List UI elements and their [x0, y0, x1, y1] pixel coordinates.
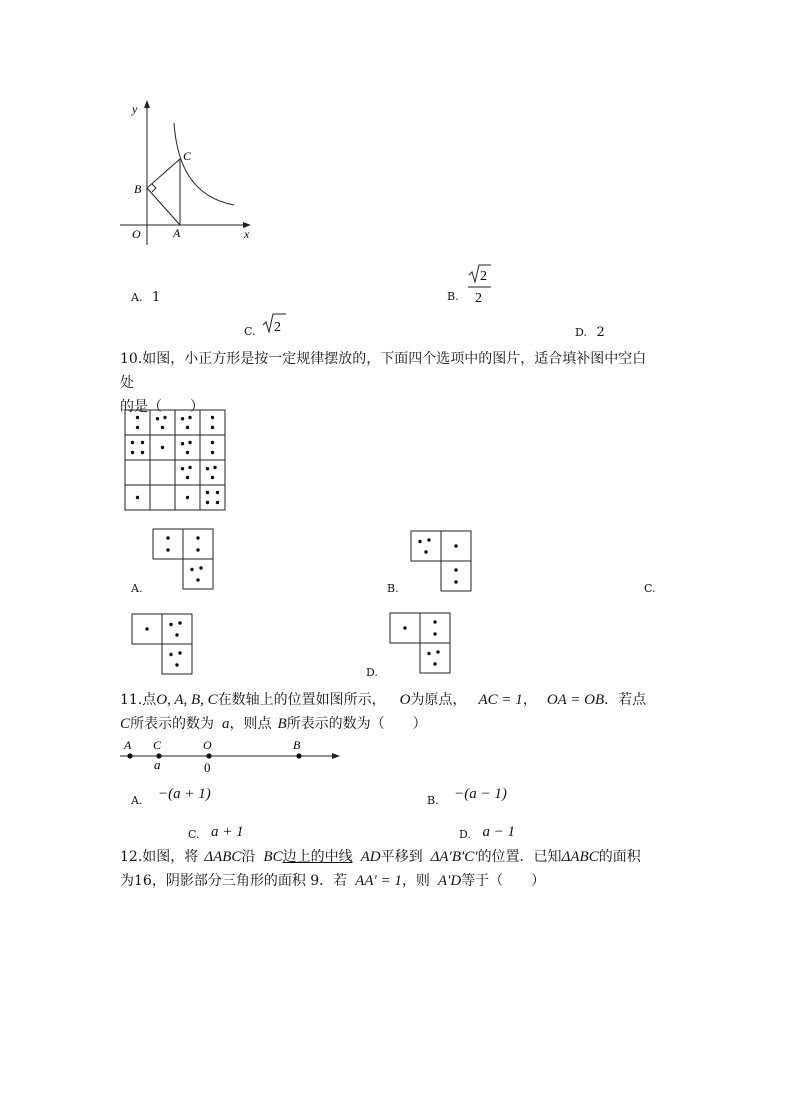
- option-letter: D.: [575, 326, 587, 339]
- option-letter: A.: [131, 794, 143, 807]
- q9-option-c[interactable]: [244, 325, 256, 338]
- hyperbola-curve: [174, 123, 234, 205]
- dot: [178, 621, 181, 624]
- option-value: 1: [151, 290, 161, 305]
- grid-cell: [150, 410, 175, 435]
- grid-cell: [125, 460, 150, 485]
- dot: [211, 426, 214, 429]
- label-o: O: [203, 738, 212, 752]
- dot: [213, 466, 216, 469]
- dot: [188, 466, 191, 469]
- q10-option-c-figure[interactable]: [131, 613, 195, 677]
- dot: [136, 416, 139, 419]
- label-a: A: [124, 738, 132, 752]
- dot: [433, 662, 436, 665]
- origin-label: O: [132, 227, 141, 241]
- dot: [211, 416, 214, 419]
- dot: [141, 441, 144, 444]
- option-cell-top-left: [411, 531, 441, 561]
- option-cell-top-right: [183, 529, 213, 559]
- dot: [145, 627, 148, 630]
- dot: [206, 491, 209, 494]
- label-b: B: [293, 738, 301, 752]
- q11-line-1: 11.点O, A, B, C在数轴上的位置如图所示， O为原点， AC = 1， OA = OB．若点: [120, 692, 647, 708]
- dot: [181, 442, 184, 445]
- segment-ab: [147, 188, 180, 225]
- dot: [169, 623, 172, 626]
- label-c: C: [153, 738, 162, 752]
- option-cell-top-right: [420, 613, 450, 643]
- dot: [163, 416, 166, 419]
- y-axis-arrow: [144, 100, 150, 108]
- dot: [454, 580, 457, 583]
- q12-line-2: 为16，阴影部分三角形的面积 9．若 AA′ = 1，则 A′D等于（ ）: [120, 873, 546, 889]
- point-b-label: B: [134, 182, 142, 196]
- value-zero: 0: [204, 760, 211, 774]
- value-a: a: [154, 757, 161, 772]
- dot: [156, 417, 159, 420]
- function-graph: [110, 95, 270, 250]
- q9-option-d[interactable]: [575, 325, 605, 340]
- dot: [211, 476, 214, 479]
- y-axis-label: y: [132, 102, 138, 116]
- dot: [216, 501, 219, 504]
- grid-cell: [200, 435, 225, 460]
- x-axis-label: x: [244, 227, 250, 241]
- grid-cell: [125, 435, 150, 460]
- dot: [199, 566, 202, 569]
- dot: [190, 568, 193, 571]
- option-value: a − 1: [482, 824, 516, 840]
- dot: [433, 620, 436, 623]
- dot: [436, 650, 439, 653]
- q11-option-c[interactable]: [188, 826, 244, 843]
- dot: [211, 451, 214, 454]
- dot: [186, 451, 189, 454]
- option-value: −(a − 1): [454, 786, 507, 802]
- option-cell-top-left: [153, 529, 183, 559]
- grid-cell: [125, 410, 150, 435]
- grid-cell: [150, 460, 175, 485]
- dot: [216, 491, 219, 494]
- dot: [188, 441, 191, 444]
- q11-option-d[interactable]: [459, 826, 515, 843]
- dot: [166, 536, 169, 539]
- q9-option-b[interactable]: [447, 290, 459, 303]
- option-cell-bottom-right: [441, 561, 471, 591]
- dot: [169, 653, 172, 656]
- option-value: −(a + 1): [157, 786, 211, 802]
- option-value: a + 1: [211, 824, 244, 840]
- grid-cell: [175, 460, 200, 485]
- dot: [136, 496, 139, 499]
- grid-cell: [175, 410, 200, 435]
- option-letter: C.: [188, 828, 200, 841]
- dot: [454, 544, 457, 547]
- dot: [186, 496, 189, 499]
- option-letter: D.: [459, 828, 471, 841]
- dot: [427, 652, 430, 655]
- q9-option-a[interactable]: [131, 290, 160, 305]
- q10-option-b-figure[interactable]: [410, 530, 474, 594]
- q10-option-d-label[interactable]: D.: [366, 666, 378, 679]
- q10-option-b-label[interactable]: B.: [387, 582, 399, 595]
- grid-cell: [200, 485, 225, 510]
- q10-line-2: 的是（ ）: [120, 399, 204, 415]
- q10-option-c-label[interactable]: C.: [644, 582, 656, 595]
- dot: [196, 548, 199, 551]
- dot: [166, 548, 169, 551]
- option-cell-top-right: [162, 614, 192, 644]
- dot: [181, 467, 184, 470]
- dot: [206, 501, 209, 504]
- svg-text:2: 2: [475, 291, 482, 306]
- right-angle-mark: [152, 184, 156, 192]
- q12-question: [120, 845, 680, 893]
- q11-option-b[interactable]: [427, 786, 507, 809]
- dot: [196, 536, 199, 539]
- dot: [188, 416, 191, 419]
- q9-option-c-sqrt: [260, 311, 290, 337]
- point-o-dot: [206, 753, 211, 758]
- svg-text:2: 2: [274, 320, 281, 335]
- dot: [454, 568, 457, 571]
- option-letter: B.: [427, 794, 439, 807]
- dot: [175, 663, 178, 666]
- dot: [403, 626, 406, 629]
- dot: [211, 441, 214, 444]
- dot: [178, 651, 181, 654]
- grid-cell: [175, 435, 200, 460]
- dot: [161, 446, 164, 449]
- grid-cell: [200, 410, 225, 435]
- point-c-label: C: [183, 149, 192, 163]
- q12-line-1: 12.如图，将 ΔABC沿 BC边上的中线 AD平移到 ΔA′B′C′的位置．已知ΔABC的面积: [120, 849, 641, 865]
- option-cell-bottom-right: [183, 559, 213, 589]
- point-a-dot: [127, 753, 132, 758]
- q11-line-2: C所表示的数为 a，则点 B所表示的数为（ ）: [120, 716, 427, 732]
- q11-question: [120, 688, 660, 736]
- number-line-arrow: [332, 753, 340, 759]
- q11-number-line: [118, 738, 344, 774]
- dot: [131, 441, 134, 444]
- grid-cell: [150, 485, 175, 510]
- point-b-dot: [296, 753, 301, 758]
- dot: [186, 426, 189, 429]
- grid-cell: [200, 460, 225, 485]
- svg-text:2: 2: [480, 269, 487, 284]
- option-letter: A.: [131, 291, 143, 304]
- option-cell-bottom-right: [162, 644, 192, 674]
- q10-option-a-label[interactable]: A.: [131, 582, 143, 595]
- q9-option-b-fraction: [462, 262, 498, 308]
- dot: [141, 451, 144, 454]
- q10-line-1: 10.如图，小正方形是按一定规律摆放的，下面四个选项中的图片，适合填补图中空白处: [120, 351, 647, 391]
- option-cell-bottom-right: [420, 643, 450, 673]
- dot: [433, 632, 436, 635]
- dot: [175, 633, 178, 636]
- dot: [424, 550, 427, 553]
- option-value: 2: [596, 325, 605, 340]
- q10-pattern-grid: [124, 409, 226, 511]
- option-letter: B.: [447, 290, 459, 303]
- dot: [196, 578, 199, 581]
- dot: [206, 467, 209, 470]
- dot: [427, 538, 430, 541]
- dot: [186, 476, 189, 479]
- dot: [418, 540, 421, 543]
- q10-option-d-figure[interactable]: [389, 612, 453, 676]
- point-a-label: A: [173, 226, 181, 240]
- segment-bc: [147, 159, 180, 188]
- dot: [131, 451, 134, 454]
- dot: [136, 426, 139, 429]
- dot: [161, 426, 164, 429]
- dot: [181, 417, 184, 420]
- q11-option-a[interactable]: [131, 786, 211, 809]
- option-letter: C.: [244, 325, 256, 338]
- q10-option-a-figure[interactable]: [152, 528, 216, 592]
